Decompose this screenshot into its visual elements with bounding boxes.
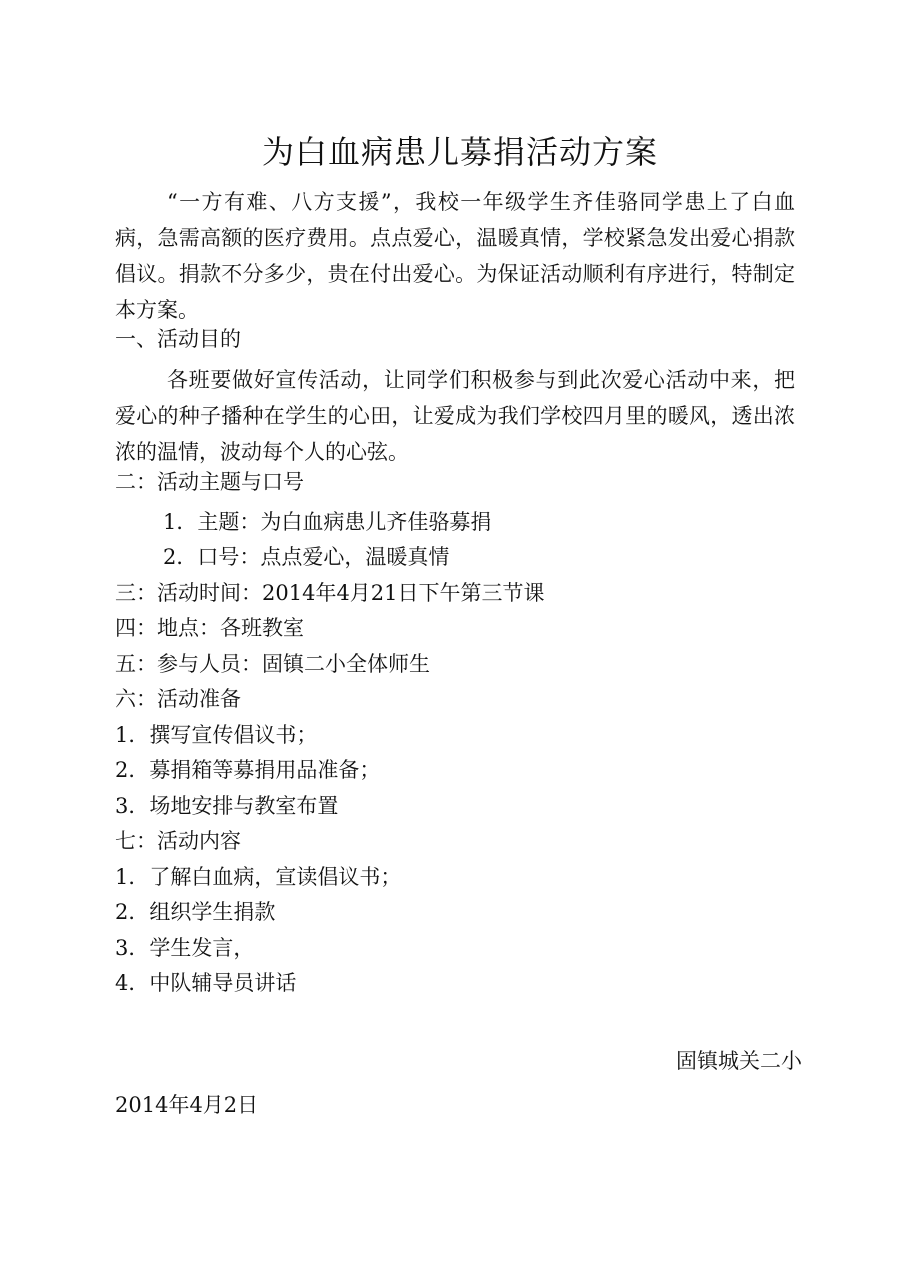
section6-item-3: 3．场地安排与教室布置 bbox=[115, 794, 339, 818]
section7-item-3: 3．学生发言， bbox=[115, 936, 255, 960]
signature: 固镇城关二小 bbox=[676, 1049, 802, 1073]
section7-item-1: 1．了解白血病，宣读倡议书； bbox=[115, 865, 402, 889]
section6-item-1: 1．撰写宣传倡议书； bbox=[115, 723, 318, 747]
section5-heading: 五：参与人员：固镇二小全体师生 bbox=[115, 652, 430, 676]
section1-body: 各班要做好宣传活动，让同学们积极参与到此次爱心活动中来，把爱心的种子播种在学生的心田，让爱成为我们学校四月里的暖风，透出浓浓的温情，波动每个人的心弦。 bbox=[115, 368, 795, 464]
section6-heading: 六：活动准备 bbox=[115, 687, 241, 711]
document-title: 为白血病患儿募捐活动方案 bbox=[261, 133, 658, 171]
section6-item-2: 2．募捐箱等募捐用品准备； bbox=[115, 758, 381, 782]
document-date: 2014年4月2日 bbox=[115, 1093, 259, 1117]
section7-item-4: 4．中队辅导员讲话 bbox=[115, 971, 297, 995]
section1-heading: 一、活动目的 bbox=[115, 327, 241, 351]
section2-item-slogan: 2．口号：点点爱心，温暖真情 bbox=[163, 545, 450, 569]
intro-paragraph: “一方有难、八方支援”，我校一年级学生齐佳骆同学患上了白血病，急需高额的医疗费用。点点爱心，温暖真情，学校紧急发出爱心捐款倡议。捐款不分多少，贵在付出爱心。为保证活动顺利有序进行，特制定本方案。 bbox=[115, 190, 795, 322]
section3-heading: 三：活动时间：2014年4月21日下午第三节课 bbox=[115, 581, 545, 605]
section2-item-theme: 1．主题：为白血病患儿齐佳骆募捐 bbox=[163, 510, 492, 534]
section2-heading: 二：活动主题与口号 bbox=[115, 470, 304, 494]
section7-heading: 七：活动内容 bbox=[115, 829, 241, 853]
section7-item-2: 2．组织学生捐款 bbox=[115, 900, 276, 924]
section4-heading: 四：地点：各班教室 bbox=[115, 616, 304, 640]
